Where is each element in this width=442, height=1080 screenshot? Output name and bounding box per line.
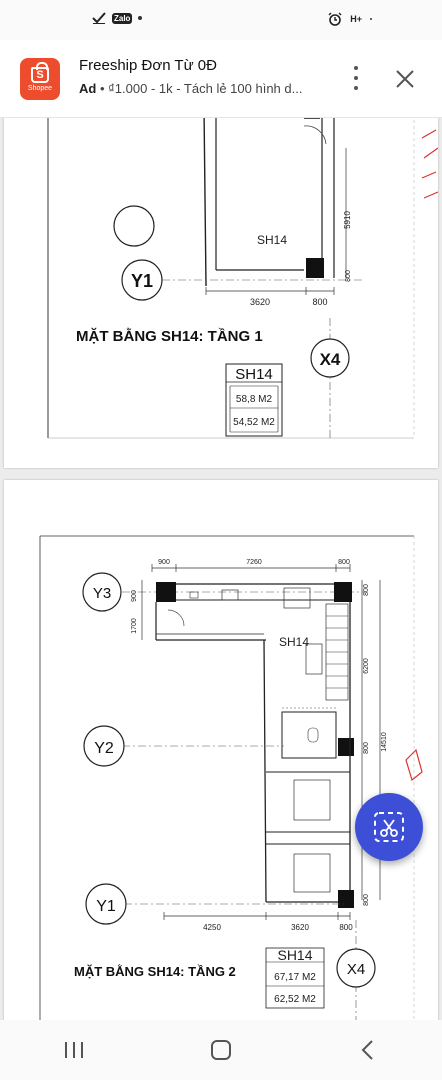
- area-total: 58,8 M2: [235, 394, 273, 405]
- staircase: [326, 604, 348, 700]
- dim-14510: 14510: [381, 732, 388, 752]
- document-viewer[interactable]: [0, 118, 442, 1020]
- plan-title: MẶT BẰNG SH14: TẦNG 1: [76, 328, 263, 345]
- dim-6200: 6200: [363, 658, 370, 674]
- floor-plan-1: [4, 118, 438, 468]
- bathroom: [282, 712, 336, 758]
- door-swing: [304, 126, 326, 144]
- notification-dot-icon: [138, 16, 142, 20]
- document-page-2: [4, 480, 438, 1020]
- home-button[interactable]: [191, 1030, 251, 1070]
- document-page-1: [4, 118, 438, 468]
- plan-title: MẶT BẰNG SH14: TẦNG 2: [74, 964, 236, 979]
- dim-800-right-2: 800: [363, 742, 370, 754]
- zalo-icon: Zalo: [114, 13, 131, 23]
- dot-icon: [354, 66, 358, 70]
- dot-icon: [354, 86, 358, 90]
- navigation-bar: [0, 1020, 442, 1080]
- dim-900-top: 900: [158, 559, 170, 566]
- recent-apps-icon: [63, 1040, 85, 1060]
- shopee-logo[interactable]: [20, 58, 60, 100]
- dim-900-left: 900: [131, 590, 138, 602]
- axis-label-y2: Y2: [94, 740, 114, 757]
- axis-label-y3: Y3: [92, 585, 112, 602]
- stove-icon: [222, 590, 238, 600]
- ad-tag: Ad: [79, 81, 97, 96]
- dim-800-right-3: 800: [363, 894, 370, 906]
- dim-4250: 4250: [203, 923, 221, 932]
- axis-label-y1: Y1: [130, 271, 154, 291]
- logo-letter: S: [36, 68, 44, 81]
- ad-title[interactable]: Freeship Đơn Từ 0Đ: [79, 57, 217, 74]
- area-unit-label: SH14: [235, 366, 273, 383]
- shopping-bag-icon: [31, 67, 49, 83]
- bed-1: [294, 780, 330, 820]
- column-top-right: [334, 582, 352, 602]
- dim-3620: 3620: [291, 923, 309, 932]
- area-unit-label: SH14: [277, 947, 313, 963]
- status-left: [92, 12, 142, 24]
- scissors-selection-icon: [372, 810, 406, 844]
- room-label: SH14: [256, 233, 288, 247]
- alarm-icon: [328, 12, 342, 26]
- column-mid-right: [338, 738, 354, 756]
- status-right: [328, 12, 372, 26]
- axis-label-x4: X4: [319, 350, 341, 369]
- room-label: SH14: [278, 635, 310, 649]
- dim-3620: 3620: [249, 297, 271, 307]
- ad-subtitle[interactable]: Ad • ₫1.000 - 1k - Tách lẻ 100 hình d...: [79, 81, 303, 96]
- smart-select-button[interactable]: [355, 793, 423, 861]
- back-button[interactable]: [338, 1030, 398, 1070]
- axis-marker-top: [114, 206, 154, 246]
- dim-7260: 7260: [246, 559, 262, 566]
- dim-v800: 800: [345, 270, 352, 282]
- check-icon: [92, 12, 106, 24]
- dining-table: [284, 588, 310, 608]
- dim-800-top: 800: [338, 559, 350, 566]
- axis-label-x4: X4: [346, 961, 366, 978]
- logo-label: Shopee: [27, 84, 53, 92]
- area-net: 62,52 M2: [274, 994, 316, 1005]
- ad-banner[interactable]: [0, 40, 442, 118]
- column-bottom-right: [338, 890, 354, 908]
- floor-plan-2: [4, 480, 438, 1020]
- recent-apps-button[interactable]: [44, 1030, 104, 1070]
- area-total: 67,17 M2: [274, 972, 316, 983]
- network-type-label: H+: [350, 14, 362, 24]
- area-net: 54,52 M2: [233, 417, 275, 428]
- toilet-icon: [308, 728, 318, 742]
- dim-800: 800: [312, 297, 328, 307]
- ad-subtitle-text: ₫1.000 - 1k - Tách lẻ 100 hình d...: [108, 81, 303, 96]
- home-icon: [210, 1039, 232, 1061]
- dot-icon: [354, 76, 358, 80]
- more-options-button[interactable]: [349, 66, 363, 90]
- close-icon[interactable]: [394, 68, 416, 90]
- dim-5910: 5910: [343, 211, 352, 229]
- revision-marks: [422, 130, 438, 198]
- axis-label-y1: Y1: [96, 898, 116, 915]
- dim-1700: 1700: [131, 618, 138, 634]
- structural-column: [306, 258, 324, 278]
- signal-dot-icon: [370, 18, 372, 20]
- dim-800-right-1: 800: [363, 584, 370, 596]
- column-top-left: [156, 582, 176, 602]
- bed-2: [294, 854, 330, 892]
- status-bar: [0, 0, 442, 40]
- back-icon: [360, 1039, 376, 1061]
- door-swing: [168, 610, 184, 626]
- dim-800-bottom: 800: [339, 923, 353, 932]
